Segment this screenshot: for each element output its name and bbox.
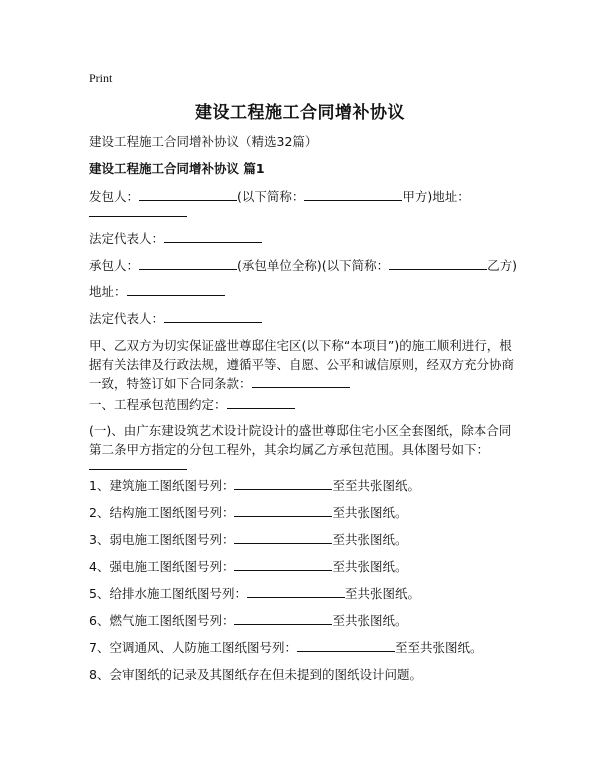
print-link[interactable]: Print [89, 71, 113, 85]
item-8: 8、会审图纸的记录及其图纸存在但未提到的图纸设计问题。 [89, 667, 422, 682]
legal-rep-label-1: 法定代表人： [89, 231, 165, 246]
item-3 [89, 530, 407, 549]
intro-text: 甲、乙双方为切实保证盛世尊邸住宅区(以下称“本项目”)的施工顺利进行，根据有关法律及行政法规，遵循平等、自愿、公平和诚信原则，经双方充分协商一致，特签订如下合同条款： [89, 338, 515, 391]
item-5-blank [247, 585, 345, 598]
item-7-suffix: 至至共张图纸。 [394, 640, 483, 655]
item-6 [89, 611, 407, 630]
item-7-label: 7、空调通风、人防施工图纸图号列： [89, 640, 297, 655]
legal-rep-blank-1 [164, 230, 262, 243]
address-line [89, 282, 225, 301]
legal-rep-blank-2 [164, 310, 262, 323]
item-6-blank [234, 612, 332, 625]
chengbaoren-abbr-blank [389, 257, 487, 270]
intro-blank [252, 375, 350, 388]
item-5 [89, 584, 420, 603]
item-5-label: 5、给排水施工图纸图号列： [89, 586, 247, 601]
chengbaoren-line [89, 256, 517, 275]
address-blank [127, 283, 225, 296]
item-7 [89, 638, 482, 657]
item-1-blank [234, 477, 332, 490]
document-title: 建设工程施工合同增补协议 [195, 103, 405, 123]
item-4-label: 4、强电施工图纸图号列： [89, 559, 235, 574]
fabaoren-mid: (以下简称： [237, 189, 305, 204]
item-7-blank [297, 639, 395, 652]
fabaoren-address-blank [89, 204, 187, 217]
item-4-blank [234, 558, 332, 571]
fabaoren-end: 甲方)地址： [402, 189, 470, 204]
legal-rep-line-2 [89, 309, 262, 328]
clause-1-heading [89, 395, 295, 414]
item-3-blank [234, 531, 332, 544]
scope-blank [89, 457, 187, 470]
section-heading: 建设工程施工合同增补协议 篇1 [89, 161, 265, 176]
scope-blank-line [89, 456, 187, 475]
clause-1-text: 一、工程承包范围约定： [89, 397, 227, 412]
item-6-suffix: 至共张图纸。 [332, 613, 408, 628]
item-1 [89, 476, 420, 495]
item-3-suffix: 至共张图纸。 [332, 532, 408, 547]
fabaoren-address-line [89, 203, 187, 222]
chengbaoren-mid: (承包单位全称)(以下简称： [237, 258, 390, 273]
item-2-suffix: 至共张图纸。 [332, 505, 408, 520]
legal-rep-label-2: 法定代表人： [89, 311, 165, 326]
fabaoren-blank [139, 188, 237, 201]
item-3-label: 3、弱电施工图纸图号列： [89, 532, 235, 547]
address-label: 地址： [89, 284, 127, 299]
fabaoren-label: 发包人： [89, 189, 140, 204]
item-2-blank [234, 504, 332, 517]
item-4 [89, 557, 407, 576]
scope-paragraph: (一)、由广东建设筑艺术设计院设计的盛世尊邸住宅小区全套图纸，除本合同第二条甲方指定的分包工程外，其余均属乙方承包范围。具体图号如下： [89, 423, 512, 457]
item-2 [89, 503, 407, 522]
chengbaoren-blank [139, 257, 237, 270]
item-6-label: 6、燃气施工图纸图号列： [89, 613, 235, 628]
item-1-label: 1、建筑施工图纸图号列： [89, 478, 235, 493]
item-2-label: 2、结构施工图纸图号列： [89, 505, 235, 520]
legal-rep-line-1 [89, 229, 262, 248]
clause-1-blank [227, 396, 295, 409]
chengbaoren-end: 乙方) [487, 258, 518, 273]
document-subtitle: 建设工程施工合同增补协议（精选32篇） [89, 134, 318, 149]
item-5-suffix: 至共张图纸。 [344, 586, 420, 601]
item-4-suffix: 至共张图纸。 [332, 559, 408, 574]
chengbaoren-label: 承包人： [89, 258, 140, 273]
fabaoren-abbr-blank [304, 188, 402, 201]
item-1-suffix: 至至共张图纸。 [332, 478, 420, 493]
intro-paragraph [89, 336, 519, 393]
